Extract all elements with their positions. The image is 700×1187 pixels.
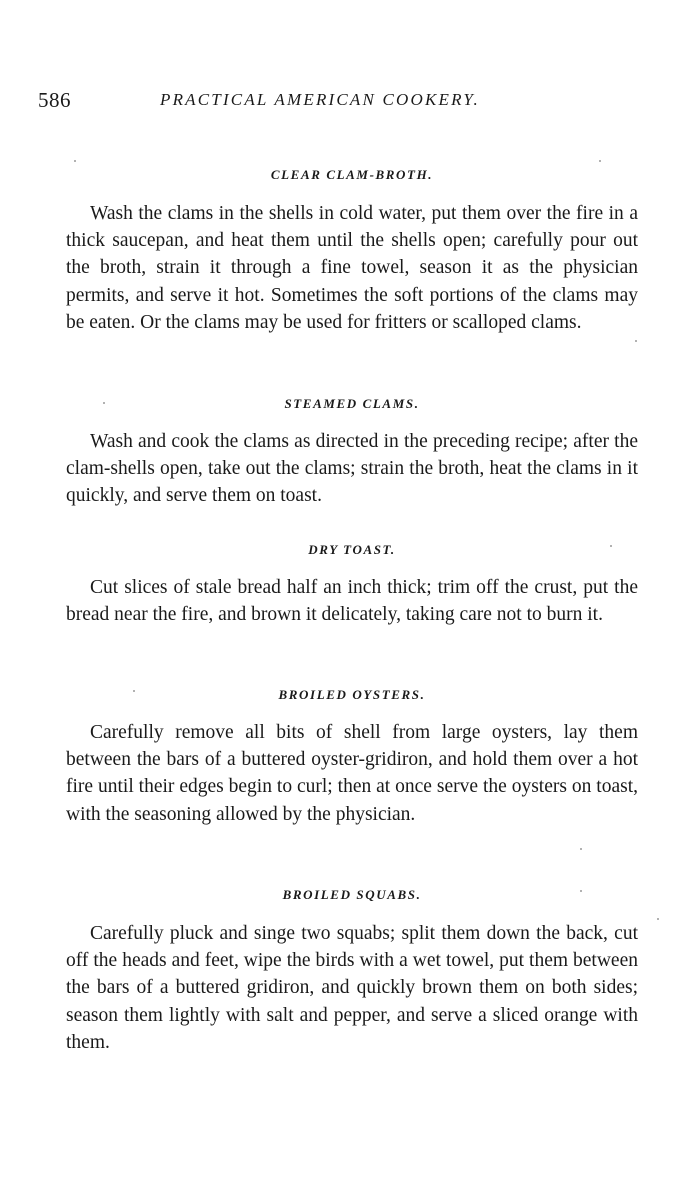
recipe-title: CLEAR CLAM-BROTH. — [270, 167, 434, 182]
paper-speck — [635, 340, 637, 342]
recipe-broiled-oysters — [66, 686, 638, 828]
recipe-text: Wash the clams in the shells in cold water, put them over the fire in a thick saucepan, and heat them until the shells open; carefully pour out the broth, strain it through a fine towel, season it as the physician permits, and serve it hot. Sometimes the soft portions of the clams may be eaten. Or the clams may be used for fritters or scalloped clams. — [66, 203, 638, 333]
recipe-title: STEAMED CLAMS. — [284, 396, 420, 411]
recipe-text: Cut slices of stale bread half an inch thick; trim off the crust, put the bread near the fire, and brown it delicately, taking care not to burn it. — [66, 577, 638, 626]
recipe-title: DRY TOAST. — [308, 542, 396, 557]
recipe-clear-clam-broth — [66, 166, 638, 336]
paper-speck — [580, 890, 582, 892]
paper-speck — [580, 848, 582, 850]
page-number: 586 — [38, 88, 71, 112]
running-head — [38, 88, 638, 118]
recipe-text: Wash and cook the clams as directed in the preceding recipe; after the clam-shells open, take out the clams; strain the broth, heat the clams in it quickly, and serve them on toast. — [66, 431, 638, 507]
paper-speck — [103, 402, 105, 404]
recipe-title: BROILED OYSTERS. — [278, 687, 426, 702]
recipe-text: Carefully remove all bits of shell from large oysters, lay them between the bars of a buttered oyster-gridiron, and hold them over a hot fire until their edges begin to curl; then at once serve the oysters on toast, with the seasoning allowed by the physician. — [66, 722, 638, 825]
recipe-dry-toast — [66, 541, 638, 628]
paper-speck — [74, 160, 76, 162]
paper-speck — [610, 545, 612, 547]
paper-speck — [599, 160, 601, 162]
recipe-steamed-clams — [66, 395, 638, 510]
recipe-title: BROILED SQUABS. — [282, 887, 422, 902]
recipe-text: Carefully pluck and singe two squabs; split them down the back, cut off the heads and feet, wipe the birds with a wet towel, put them between the bars of a buttered gridiron, and quickly brown them on both sides; season them lightly with salt and pepper, and serve a sliced orange with them. — [66, 923, 638, 1053]
paper-speck — [657, 918, 659, 920]
running-title: PRACTICAL AMERICAN COOKERY. — [160, 90, 480, 109]
paper-speck — [133, 690, 135, 692]
recipe-broiled-squabs — [66, 886, 638, 1056]
